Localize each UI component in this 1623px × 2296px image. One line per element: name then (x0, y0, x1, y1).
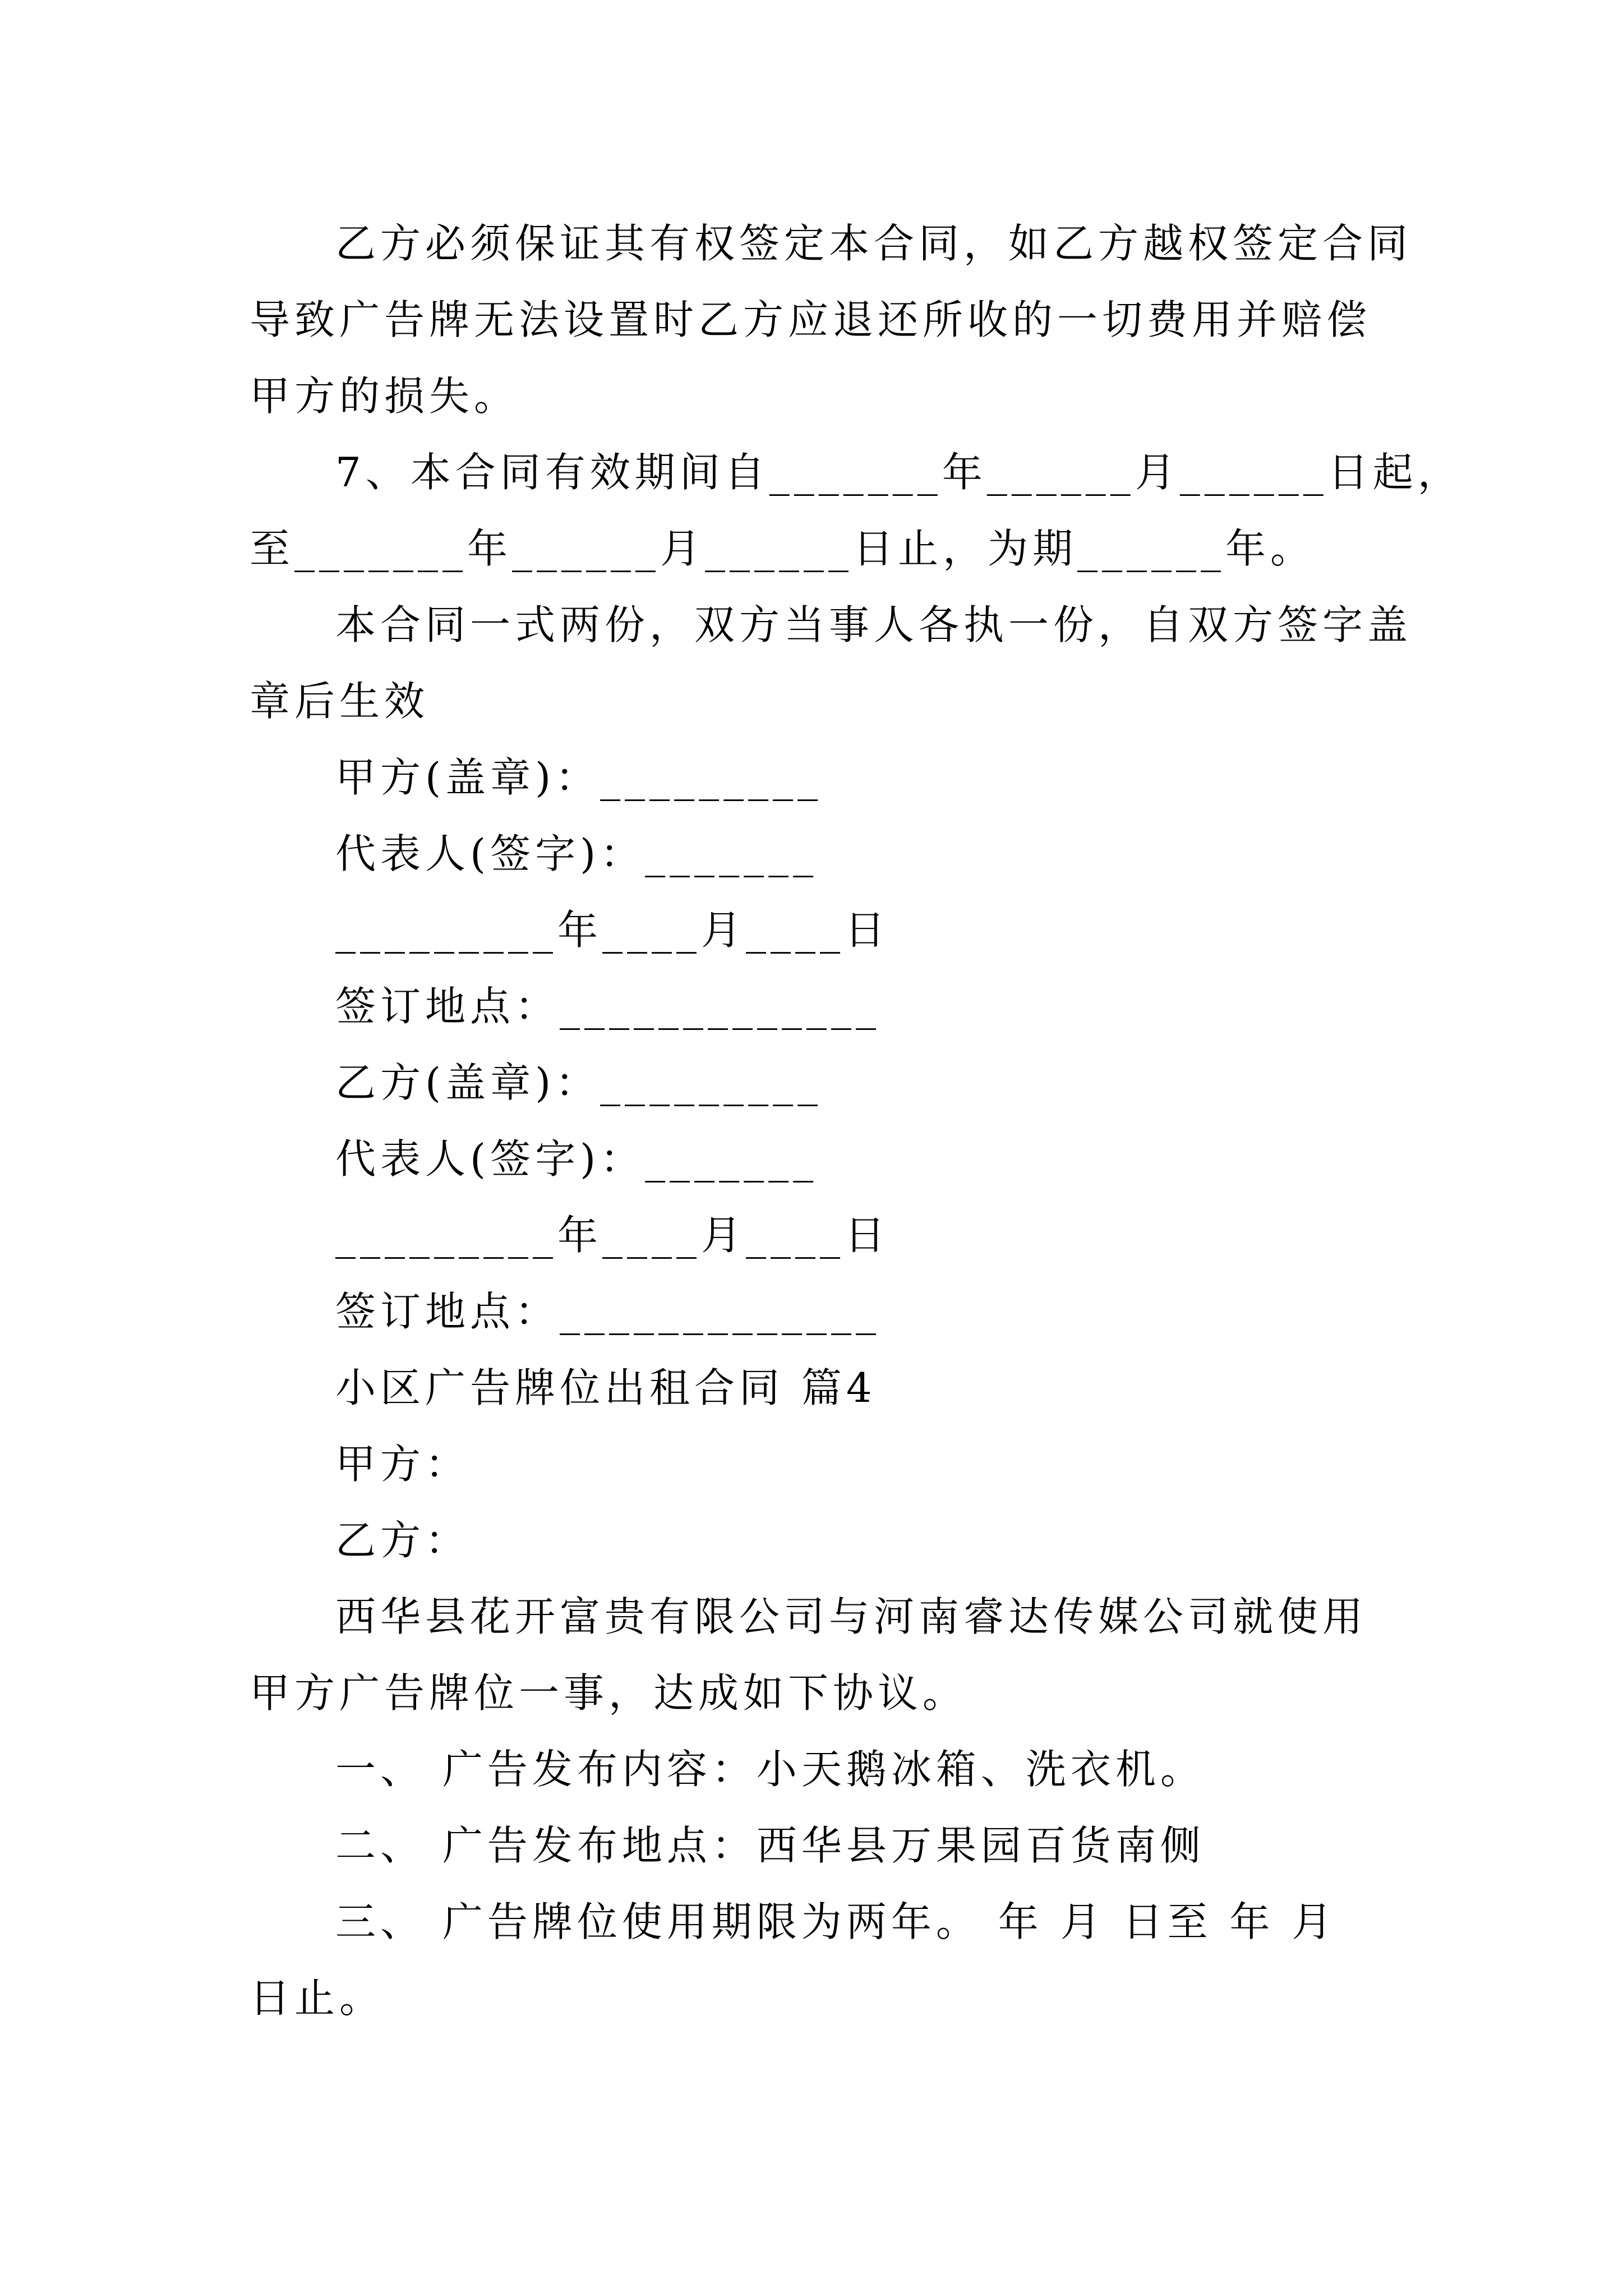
party-a-label: 甲方： (335, 1441, 471, 1488)
section-heading: 小区广告牌位出租合同 篇4 (335, 1364, 877, 1411)
party-b-seal-line: 乙方(盖章)：_________ (335, 1059, 823, 1106)
contract-term-line: 7、本合同有效期间自_______年______月______日起， (335, 449, 1463, 496)
party-a-place-line: 签订地点：_____________ (335, 983, 881, 1030)
party-b-representative-line: 代表人(签字)：_______ (335, 1135, 818, 1182)
clause-line: 三、 广告牌位使用期限为两年。 年 月 日至 年 月 (335, 1898, 1337, 1945)
contract-term-line: 至_______年______月______日止，为期______年。 (250, 525, 1316, 572)
clause-line: 二、 广告发布地点：西华县万果园百货南侧 (335, 1822, 1205, 1869)
party-b-date-line: _________年____月____日 (335, 1212, 889, 1259)
party-b-place-line: 签订地点：_____________ (335, 1288, 881, 1335)
party-a-representative-line: 代表人(签字)：_______ (335, 830, 818, 877)
paragraph-line: 乙方必须保证其有权签定本合同，如乙方越权签定合同 (335, 220, 1413, 267)
paragraph-line: 西华县花开富贵有限公司与河南睿达传媒公司就使用 (335, 1593, 1368, 1640)
party-a-seal-line: 甲方(盖章)：_________ (335, 754, 823, 801)
paragraph-line: 导致广告牌无法设置时乙方应退还所收的一切费用并赔偿 (250, 296, 1372, 343)
paragraph-line: 本合同一式两份，双方当事人各执一份，自双方签字盖 (335, 601, 1413, 648)
paragraph-line: 章后生效 (250, 678, 430, 725)
party-b-label: 乙方： (335, 1517, 471, 1564)
clause-line: 一、 广告发布内容：小天鹅冰箱、洗衣机。 (335, 1746, 1205, 1793)
paragraph-line: 甲方广告牌位一事，达成如下协议。 (250, 1669, 968, 1717)
paragraph-line: 甲方的损失。 (250, 372, 519, 420)
party-a-date-line: _________年____月____日 (335, 907, 889, 954)
clause-line: 日止。 (250, 1975, 385, 2022)
